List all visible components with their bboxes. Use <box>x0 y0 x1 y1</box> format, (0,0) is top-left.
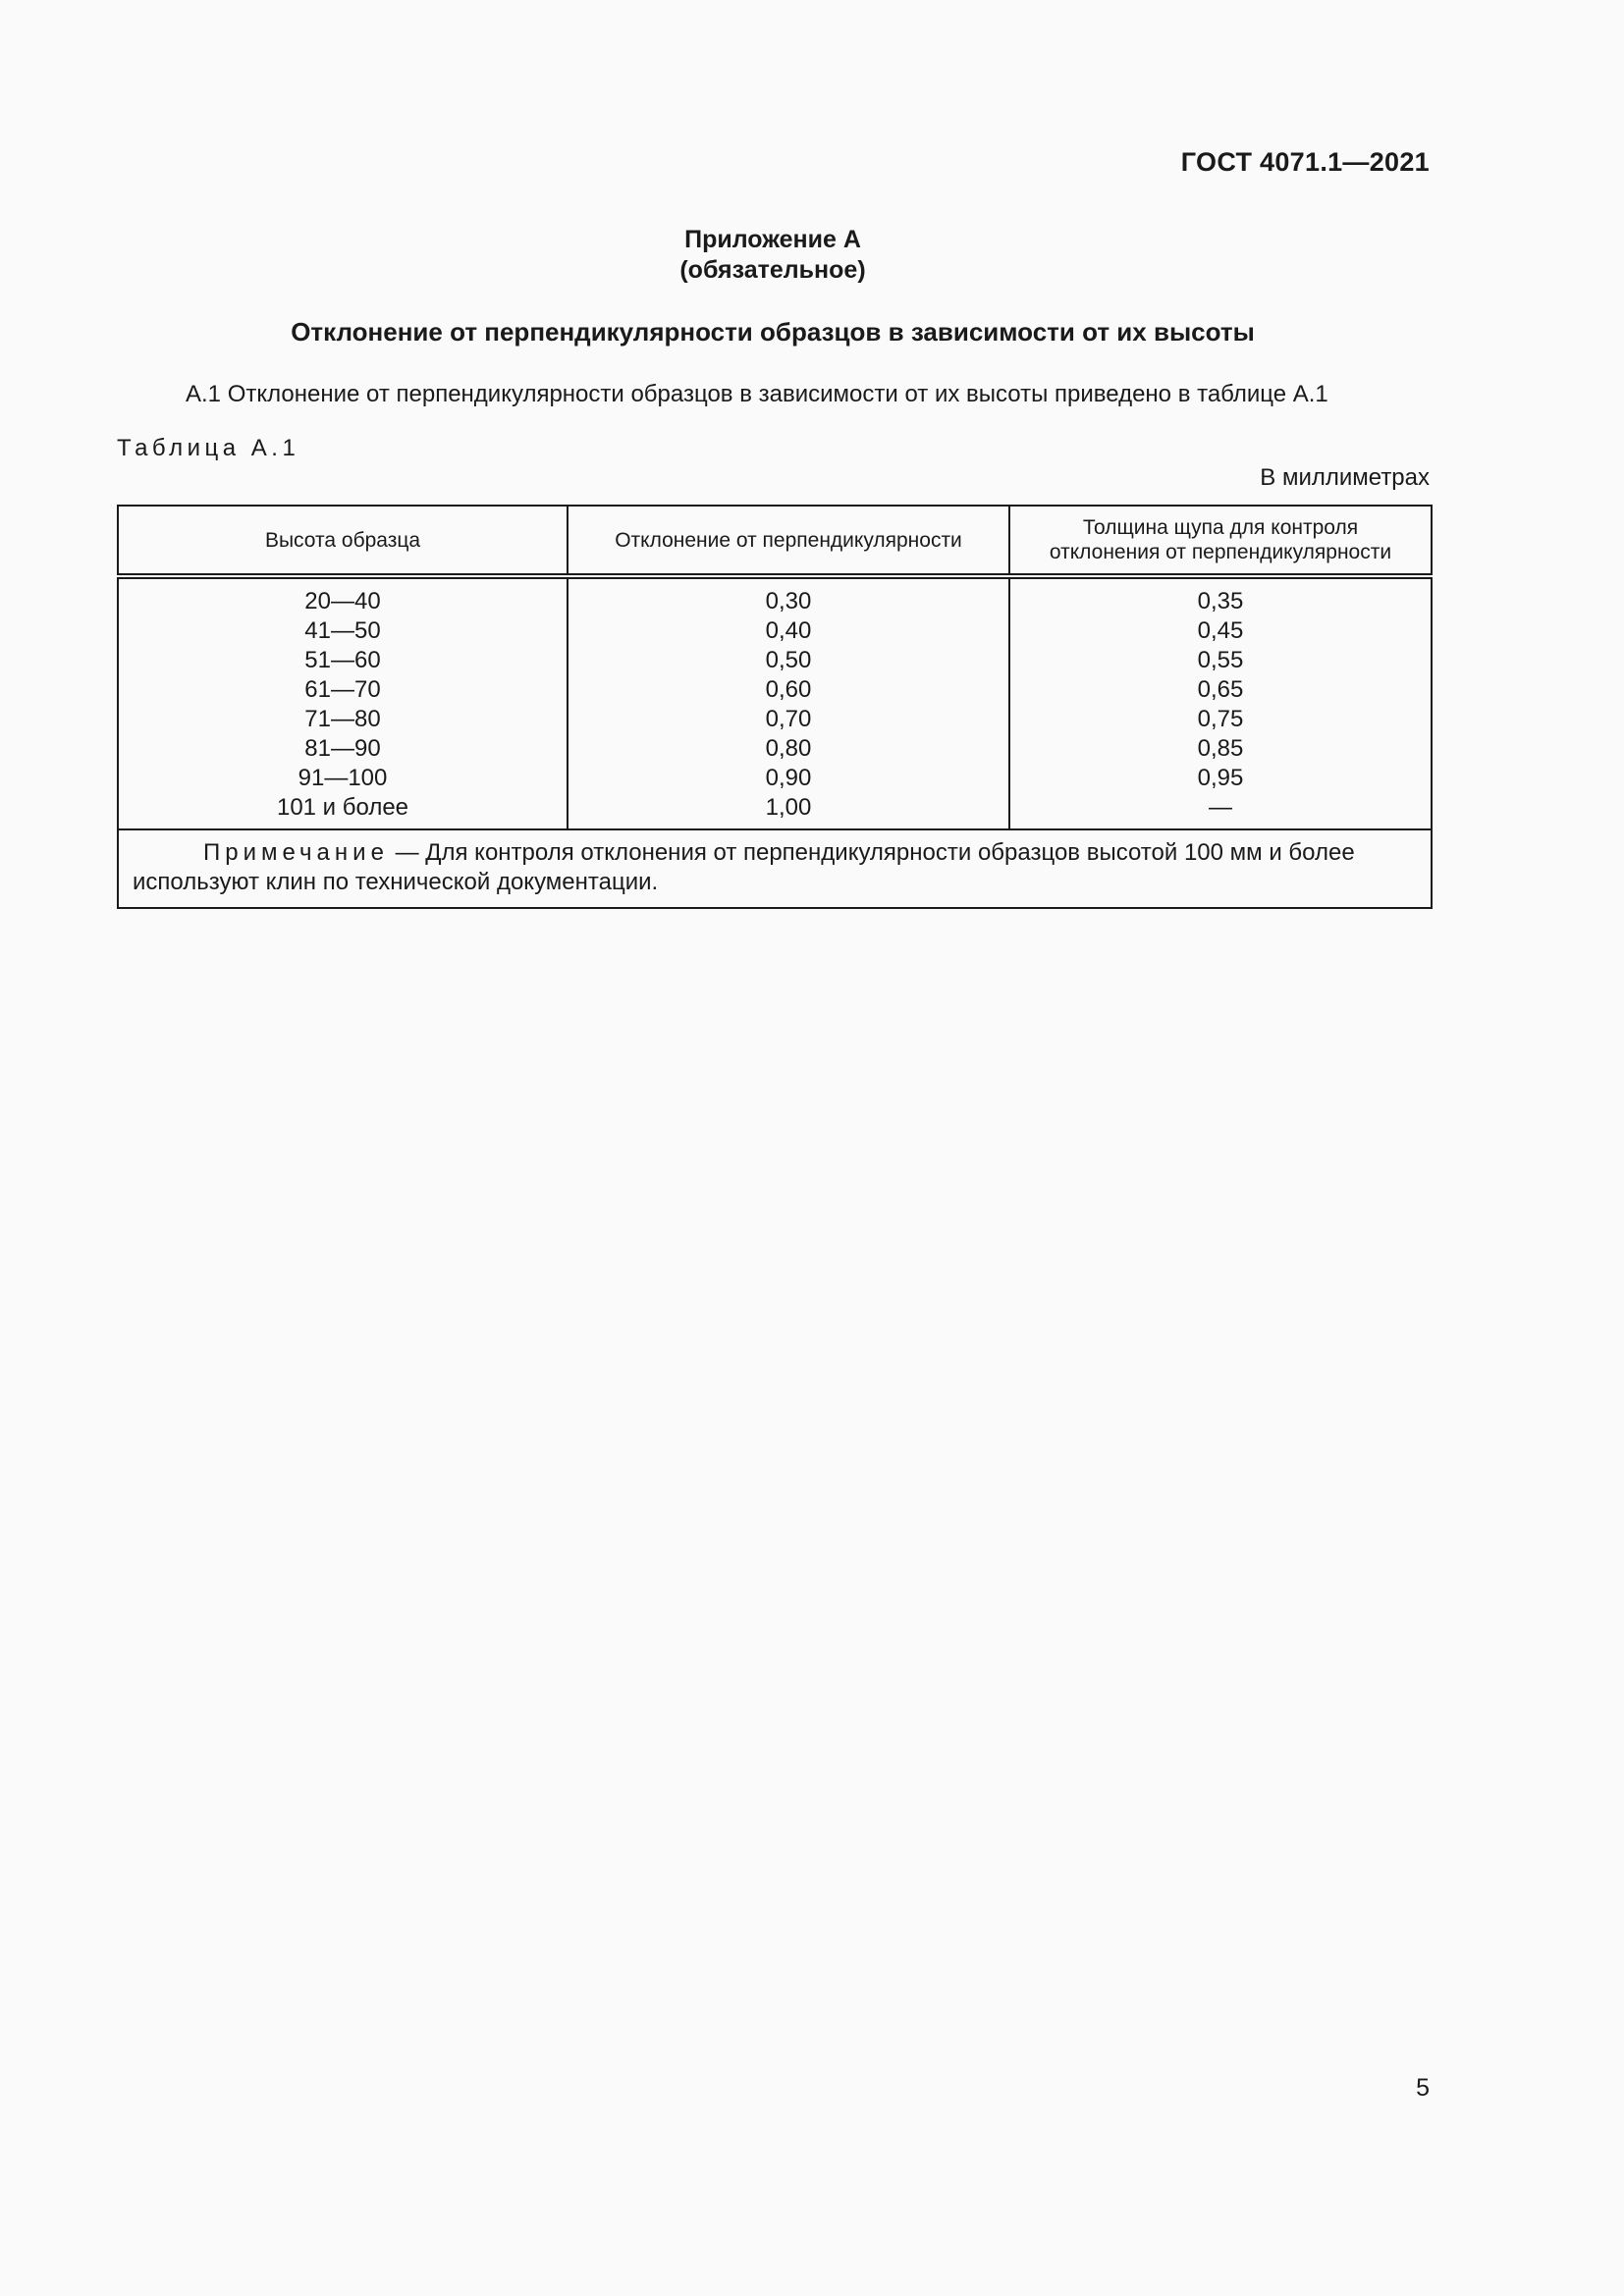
cell-deviation: 0,50 <box>568 646 1009 675</box>
cell-height: 20—40 <box>118 576 568 616</box>
table-row <box>118 616 1432 646</box>
cell-height: 91—100 <box>118 764 568 793</box>
cell-thickness: 0,75 <box>1009 705 1432 734</box>
header-feeler-thickness: Толщина щупа для контроля отклонения от перпендикулярности <box>1009 506 1432 576</box>
page-number: 5 <box>1416 2074 1430 2102</box>
appendix-status: (обязательное) <box>679 256 866 284</box>
table-header-row <box>118 506 1432 576</box>
cell-height: 51—60 <box>118 646 568 675</box>
cell-height: 71—80 <box>118 705 568 734</box>
appendix-title: Приложение А <box>684 226 861 253</box>
table-row <box>118 675 1432 705</box>
cell-deviation: 0,90 <box>568 764 1009 793</box>
document-code: ГОСТ 4071.1—2021 <box>1180 147 1430 177</box>
cell-deviation: 0,70 <box>568 705 1009 734</box>
cell-deviation: 0,80 <box>568 734 1009 764</box>
cell-height: 101 и более <box>118 793 568 829</box>
cell-thickness: — <box>1009 793 1432 829</box>
cell-height: 41—50 <box>118 616 568 646</box>
cell-deviation: 1,00 <box>568 793 1009 829</box>
table-note-row <box>118 829 1432 908</box>
cell-height: 81—90 <box>118 734 568 764</box>
section-title: Отклонение от перпендикулярности образцов в зависимости от их высоты <box>291 317 1255 347</box>
cell-thickness: 0,35 <box>1009 576 1432 616</box>
cell-thickness: 0,85 <box>1009 734 1432 764</box>
table-caption: Таблица А.1 <box>117 435 300 461</box>
cell-deviation: 0,40 <box>568 616 1009 646</box>
header-sample-height: Высота образца <box>118 506 568 576</box>
table-row <box>118 734 1432 764</box>
cell-height: 61—70 <box>118 675 568 705</box>
note-label: Примечание <box>203 839 389 866</box>
intro-paragraph: А.1 Отклонение от перпендикулярности образцов в зависимости от их высоты приведено в таблице А.1 <box>186 381 1328 407</box>
data-table <box>117 505 1433 909</box>
header-deviation: Отклонение от перпендикулярности <box>568 506 1009 576</box>
table-note <box>118 829 1432 908</box>
cell-thickness: 0,95 <box>1009 764 1432 793</box>
cell-thickness: 0,65 <box>1009 675 1432 705</box>
appendix-heading <box>0 225 1545 286</box>
table-units: В миллиметрах <box>1260 464 1430 491</box>
cell-thickness: 0,45 <box>1009 616 1432 646</box>
table-row <box>118 793 1432 829</box>
cell-deviation: 0,30 <box>568 576 1009 616</box>
cell-deviation: 0,60 <box>568 675 1009 705</box>
table-row <box>118 764 1432 793</box>
table-row <box>118 646 1432 675</box>
note-text: — Для контроля отклонения от перпендикулярности образцов высотой 100 мм и более используют клин по технической документации. <box>133 839 1355 895</box>
table-row <box>118 576 1432 616</box>
table-row <box>118 705 1432 734</box>
cell-thickness: 0,55 <box>1009 646 1432 675</box>
